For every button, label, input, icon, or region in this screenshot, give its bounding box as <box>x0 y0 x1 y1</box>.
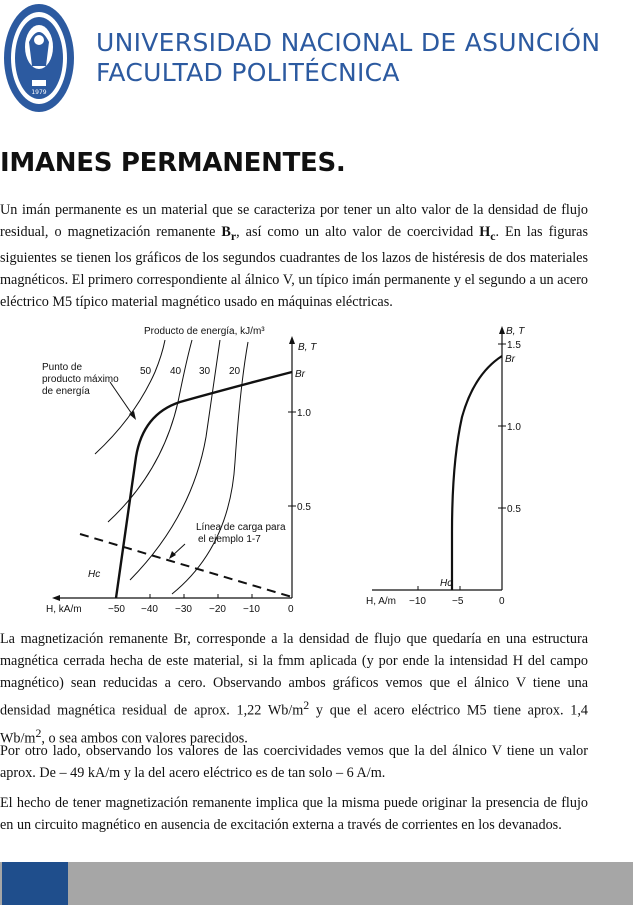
intro-paragraph: Un imán permanente es un material que se caracteriza por tener un alto valor de la densidad de flujo residual, o magnetización remanente $B_r$, así como un alto valor de coercividad $H_c$. En las figuras siguientes se tienen los gráficos de los segundos cuadrantes de los lazos de histéresis de dos materiales magnéticos. El primero correspondiente al álnico V, un típico imán permanente y el segundo a un acero eléctrico M5 típico material magnético usado en máquinas eléctricas. <box>0 202 588 310</box>
svg-text:1.0: 1.0 <box>507 422 521 433</box>
footer-accent <box>2 862 68 905</box>
svg-text:1.5: 1.5 <box>507 340 521 351</box>
energy-product-label: Producto de energía, kJ/m³ <box>144 326 265 337</box>
svg-text:−30: −30 <box>175 604 192 615</box>
svg-text:40: 40 <box>170 366 182 377</box>
svg-text:−10: −10 <box>243 604 260 615</box>
paragraph-remanence: La magnetización remanente Br, corresponde a la densidad de flujo que quedaría en una estructura magnética cerrada hecha de este material, si la fmm aplicada (y por ende la intensidad H del campo magnético) sean reducidas a cero. Observando ambos gráficos vemos que el álnico V tiene una densidad magnética residual de aprox. 1,22 $Wb/m^2$ y que el acero eléctrico M5 tiene aprox. 1,4 $Wb/m^2$, o sea ambos con valores parecidos. <box>0 631 588 747</box>
y-axis-label: B, T <box>298 342 317 353</box>
svg-text:0: 0 <box>499 596 505 607</box>
svg-text:producto máximo: producto máximo <box>42 374 119 385</box>
m5-curve <box>452 356 502 590</box>
svg-text:−50: −50 <box>108 604 125 615</box>
br-label: Br <box>295 369 305 380</box>
svg-text:−40: −40 <box>141 604 158 615</box>
alnico-curve <box>116 372 292 598</box>
y-axis-label: B, T <box>506 326 525 337</box>
svg-text:el ejemplo 1-7: el ejemplo 1-7 <box>198 534 261 545</box>
paragraph-conclusion: El hecho de tener magnetización remanente implica que la misma puede originar la presencia de flujo en un circuito magnético en ausencia de excitación externa a través de corrientes en los devanados. <box>0 795 588 833</box>
svg-text:0.5: 0.5 <box>297 502 311 513</box>
header-university: UNIVERSIDAD NACIONAL DE ASUNCIÓN <box>96 28 601 57</box>
m5-steel-hysteresis-figure <box>362 322 532 608</box>
x-axis-label: H, A/m <box>366 596 397 607</box>
alnico-hysteresis-figure <box>40 322 317 615</box>
svg-text:de energía: de energía <box>42 386 90 397</box>
svg-text:−10: −10 <box>409 596 426 607</box>
hc-label: Hc <box>88 569 101 580</box>
header-faculty: FACULTAD POLITÉCNICA <box>96 58 400 87</box>
max-point-label: Punto de <box>42 362 83 373</box>
br-label: Br <box>505 354 515 365</box>
energy-curve-20 <box>172 342 248 594</box>
hc-label: Hc <box>440 578 453 589</box>
university-logo <box>2 2 76 114</box>
svg-text:1.0: 1.0 <box>297 408 311 419</box>
svg-text:−5: −5 <box>452 596 464 607</box>
svg-text:0.5: 0.5 <box>507 504 521 515</box>
svg-text:0: 0 <box>288 604 294 615</box>
load-line-label: Línea de carga para <box>196 522 286 533</box>
svg-text:−20: −20 <box>209 604 226 615</box>
energy-curve-50 <box>95 340 165 454</box>
svg-text:1979: 1979 <box>31 89 47 96</box>
paragraph-coercivity: Por otro lado, observando los valores de las coercividades vemos que la del álnico V tiene un valor aprox. De – 49 kA/m y la del acero eléctrico es de tan solo – 6 A/m. <box>0 743 588 781</box>
footer-bar <box>0 862 633 905</box>
x-axis-label: H, kA/m <box>46 604 82 615</box>
page-title: IMANES PERMANENTES. <box>0 148 346 178</box>
svg-text:50: 50 <box>140 366 152 377</box>
svg-text:20: 20 <box>229 366 241 377</box>
svg-text:30: 30 <box>199 366 211 377</box>
